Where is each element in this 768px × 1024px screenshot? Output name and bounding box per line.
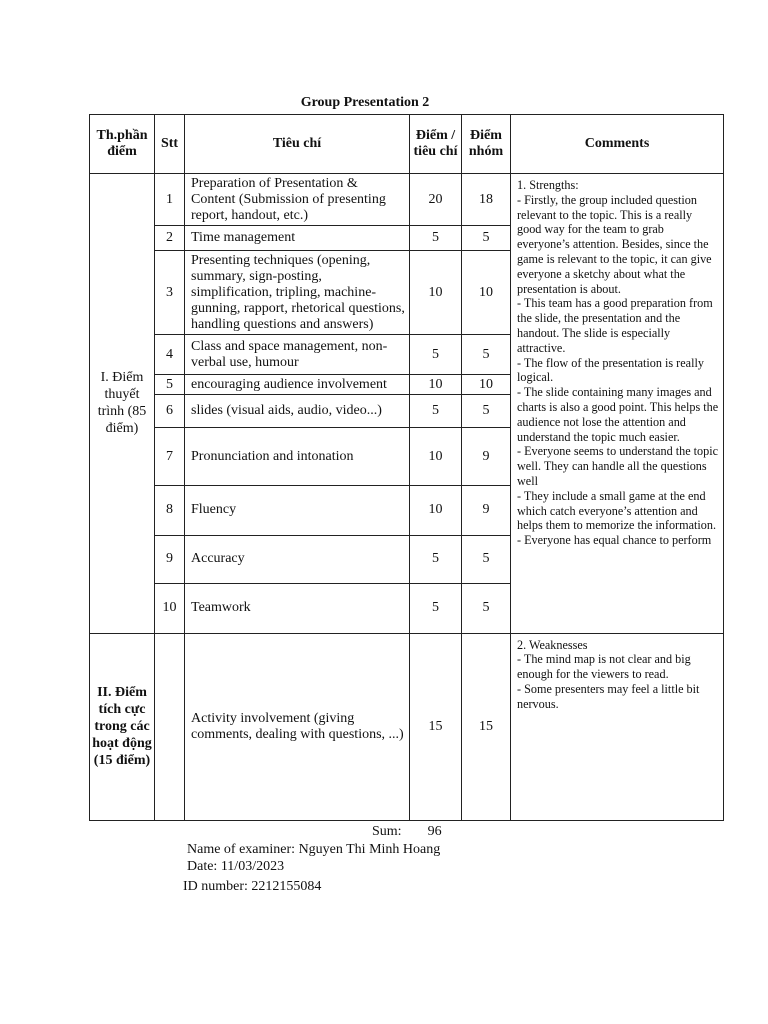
row-criteria: Time management bbox=[185, 226, 410, 251]
comment-item: - They include a small game at the end which catch everyone’s attention and helps them to memorize the information. bbox=[517, 488, 717, 533]
row-criteria: encouraging audience involvement bbox=[185, 375, 410, 395]
section-2-label: II. Điểm tích cực trong các hoạt động (15 điểm) bbox=[90, 633, 155, 820]
comment-item: - Some presenters may feel a little bit nervous. bbox=[517, 682, 700, 711]
table-row bbox=[90, 174, 724, 226]
row-criteria: Fluency bbox=[185, 486, 410, 535]
row-group-score: 9 bbox=[462, 486, 511, 535]
header-row bbox=[90, 115, 724, 174]
header-criteria: Tiêu chí bbox=[185, 115, 410, 174]
comment-item: - Everyone has equal chance to perform bbox=[517, 533, 712, 548]
examiner-name: Name of examiner: Nguyen Thi Minh Hoang bbox=[187, 842, 441, 857]
row-max-score: 10 bbox=[410, 428, 462, 486]
comment-item: - The flow of the presentation is really logical. bbox=[517, 355, 704, 385]
row-max-score: 10 bbox=[410, 375, 462, 395]
row-stt: 3 bbox=[155, 251, 185, 335]
row-criteria: Presenting techniques (opening, summary, sign-posting, simplification, tripling, machine-gunning, rapport, rhetorical questions, handling questions and answers) bbox=[185, 251, 410, 335]
row-max-score: 20 bbox=[410, 174, 462, 226]
row-stt: 5 bbox=[155, 375, 185, 395]
comment-item: - The slide containing many images and charts is also a good point. This helps the audience not lose the attention and understand the topic much easier. bbox=[517, 385, 719, 444]
header-comments: Comments bbox=[511, 115, 724, 174]
weaknesses-heading: 2. Weaknesses bbox=[517, 637, 588, 652]
row-group-score: 5 bbox=[462, 395, 511, 428]
row-max-score: 5 bbox=[410, 395, 462, 428]
row-criteria: Preparation of Presentation & Content (Submission of presenting report, handout, etc.) bbox=[185, 174, 410, 226]
id-number: ID number: 2212155084 bbox=[183, 879, 322, 894]
row-group-score: 10 bbox=[462, 251, 511, 335]
row-criteria: slides (visual aids, audio, video...) bbox=[185, 395, 410, 428]
table-row bbox=[90, 633, 724, 820]
row-stt bbox=[155, 633, 185, 820]
row-criteria: Accuracy bbox=[185, 535, 410, 583]
strengths-comments bbox=[511, 174, 724, 634]
row-group-score: 5 bbox=[462, 226, 511, 251]
sum-label: Sum: bbox=[372, 824, 402, 839]
header-max-score: Điểm / tiêu chí bbox=[410, 115, 462, 174]
section-1-label: I. Điểm thuyết trình (85 điểm) bbox=[90, 174, 155, 634]
sum-line bbox=[372, 824, 442, 840]
row-group-score: 15 bbox=[462, 633, 511, 820]
row-stt: 2 bbox=[155, 226, 185, 251]
comment-item: - The mind map is not clear and big enough for the viewers to read. bbox=[517, 652, 691, 682]
row-stt: 10 bbox=[155, 583, 185, 633]
row-group-score: 5 bbox=[462, 535, 511, 583]
strengths-heading: 1. Strengths: bbox=[517, 178, 579, 193]
row-group-score: 18 bbox=[462, 174, 511, 226]
row-max-score: 15 bbox=[410, 633, 462, 820]
row-max-score: 5 bbox=[410, 535, 462, 583]
header-section: Th.phần điểm bbox=[90, 115, 155, 174]
row-group-score: 10 bbox=[462, 375, 511, 395]
row-stt: 1 bbox=[155, 174, 185, 226]
row-stt: 6 bbox=[155, 395, 185, 428]
row-stt: 7 bbox=[155, 428, 185, 486]
row-group-score: 9 bbox=[462, 428, 511, 486]
sum-value: 96 bbox=[427, 824, 442, 839]
row-max-score: 5 bbox=[410, 226, 462, 251]
row-stt: 9 bbox=[155, 535, 185, 583]
row-stt: 4 bbox=[155, 335, 185, 375]
row-criteria: Pronunciation and intonation bbox=[185, 428, 410, 486]
header-stt: Stt bbox=[155, 115, 185, 174]
row-stt: 8 bbox=[155, 486, 185, 535]
row-criteria: Activity involvement (giving comments, dealing with questions, ...) bbox=[185, 633, 410, 820]
row-group-score: 5 bbox=[462, 583, 511, 633]
comment-item: - Firstly, the group included question relevant to the topic. This is a really good way for the team to grab everyone’s attention. Besides, since the game is relevant to the topic, it can give everyone a sketchy about what the presentation is about. bbox=[517, 192, 712, 296]
row-group-score: 5 bbox=[462, 335, 511, 375]
row-criteria: Teamwork bbox=[185, 583, 410, 633]
comment-item: - This team has a good preparation from the slide, the presentation and the handout. The slide is especially attractive. bbox=[517, 296, 713, 355]
row-max-score: 5 bbox=[410, 335, 462, 375]
comment-item: - Everyone seems to understand the topic well. They can handle all the questions well bbox=[517, 444, 719, 489]
evaluation-table bbox=[89, 114, 724, 821]
row-max-score: 5 bbox=[410, 583, 462, 633]
header-group-score: Điểm nhóm bbox=[462, 115, 511, 174]
row-max-score: 10 bbox=[410, 486, 462, 535]
row-max-score: 10 bbox=[410, 251, 462, 335]
weaknesses-comments bbox=[511, 633, 724, 820]
evaluation-date: Date: 11/03/2023 bbox=[187, 859, 285, 874]
document-title: Group Presentation 2 bbox=[300, 95, 430, 110]
row-criteria: Class and space management, non-verbal use, humour bbox=[185, 335, 410, 375]
